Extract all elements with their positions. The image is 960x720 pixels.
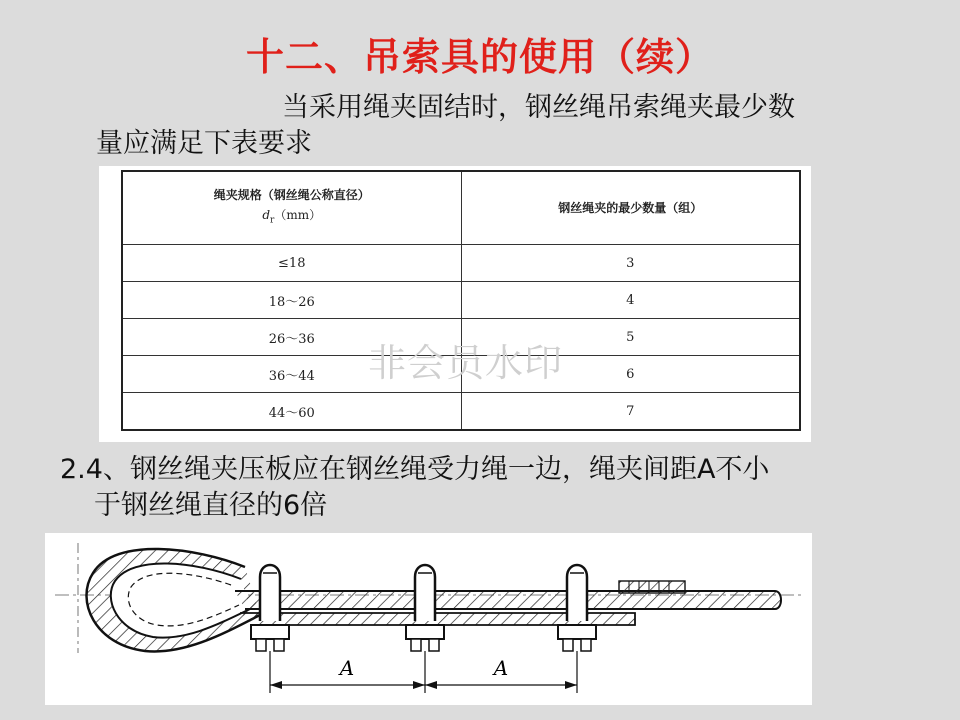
intro-line-2: 量应满足下表要求 — [96, 128, 312, 159]
cell-count: 5 — [461, 319, 800, 356]
header-diameter-symbol: d — [262, 208, 271, 223]
watermark-text: 非会员水印 — [368, 341, 564, 385]
cell-spec: 36～44 — [122, 356, 461, 393]
cell-count: 4 — [461, 282, 800, 319]
dimension-lines — [270, 651, 577, 693]
table-row — [122, 393, 800, 431]
header-min-count: 钢丝绳夹的最少数量（组） — [461, 171, 800, 245]
table-row — [122, 245, 800, 282]
dimension-label-a-1: A — [339, 656, 355, 680]
cell-spec: 44～60 — [122, 393, 461, 431]
cell-spec: 26～36 — [122, 319, 461, 356]
cell-count: 7 — [461, 393, 800, 431]
dimension-label-a-2: A — [493, 656, 509, 680]
live-rope — [235, 591, 781, 609]
clamp-table-panel — [99, 166, 811, 442]
clamp-rule-paragraph — [60, 452, 920, 524]
cell-count: 3 — [461, 245, 800, 282]
header-clamp-spec — [122, 171, 461, 245]
slide-title: 十二、吊索具的使用（续） — [245, 35, 714, 79]
clamp-rule-line-1: 2.4、钢丝绳夹压板应在钢丝绳受力绳一边，绳夹间距A不小 — [60, 454, 770, 485]
clamp-count-table — [121, 170, 801, 431]
rope-clamp-figure — [45, 533, 812, 705]
table-row — [122, 282, 800, 319]
cell-count: 6 — [461, 356, 800, 393]
header-unit: （mm） — [274, 208, 322, 223]
clamp-rule-line-2: 于钢丝绳直径的6倍 — [94, 490, 328, 521]
cell-spec: 18～26 — [122, 282, 461, 319]
rope-clamp-diagram — [45, 533, 812, 705]
header-diameter-subscript: r — [270, 215, 275, 226]
header-clamp-spec-label: 绳夹规格（钢丝绳公称直径） — [213, 188, 370, 203]
intro-line-1: 当采用绳夹固结时，钢丝绳吊索绳夹最少数 — [282, 92, 795, 123]
cell-spec: ≤18 — [122, 245, 461, 282]
table-header-row — [122, 171, 800, 245]
intro-paragraph — [96, 90, 916, 162]
